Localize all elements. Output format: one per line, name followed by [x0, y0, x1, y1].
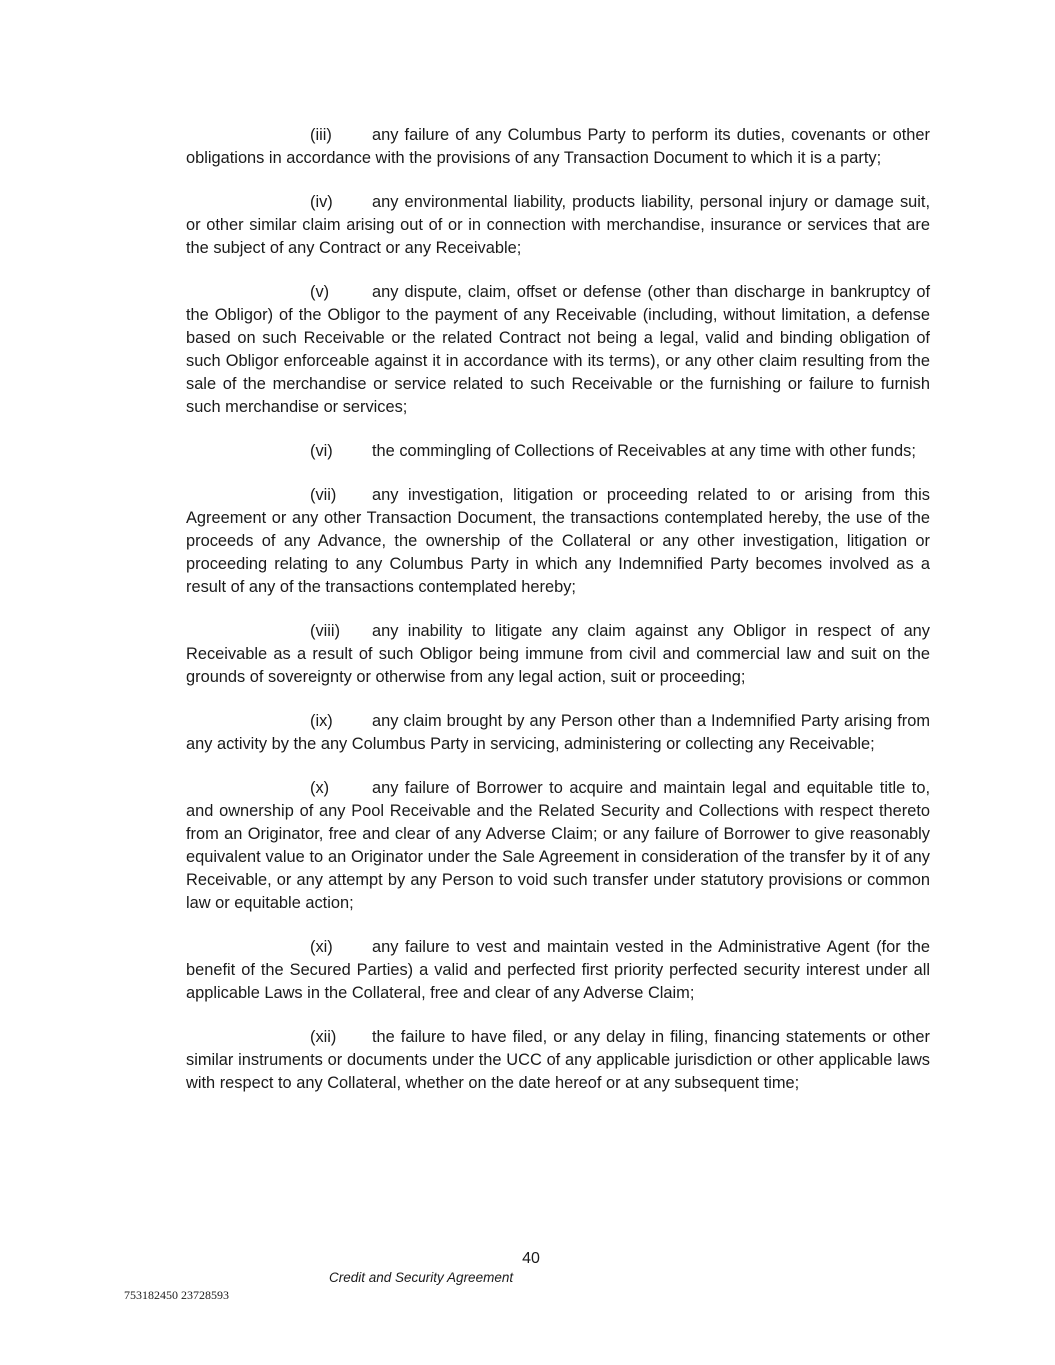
- page-number: 40: [522, 1250, 540, 1267]
- clause-v: [186, 281, 930, 419]
- document-id: 753182450 23728593: [124, 1288, 229, 1302]
- clause-vii: [186, 484, 930, 599]
- clause-text: any failure to vest and maintain vested in the Administrative Agent (for the benefit of the Secured Parties) a valid and perfected first priority perfected security interest under all applicable Laws in the Collateral, free and clear of any Adverse Claim;: [186, 938, 930, 1002]
- clause-viii: [186, 620, 930, 689]
- clause-text: the failure to have filed, or any delay in filing, financing statements or other similar instruments or documents under the UCC of any applicable jurisdiction or other applicable laws with respect to any Collateral, whether on the date hereof or at any subsequent time;: [186, 1028, 930, 1092]
- clause-number: (x): [310, 779, 330, 797]
- clause-number: (iv): [310, 193, 333, 211]
- footer-document-title: Credit and Security Agreement: [329, 1270, 514, 1285]
- clause-text: any investigation, litigation or proceeding related to or arising from this Agreement or any other Transaction Document, the transactions contemplated hereby, the use of the proceeds of any Advance, the ownership of the Collateral or any other investigation, litigation or proceeding relating to any Columbus Party in which any Indemnified Party becomes involved as a result of any of the transactions contemplated hereby;: [186, 486, 930, 596]
- clause-x: [186, 777, 930, 915]
- clause-text: any claim brought by any Person other than a Indemnified Party arising from any activity by the any Columbus Party in servicing, administering or collecting any Receivable;: [186, 712, 930, 753]
- clause-text: any failure of Borrower to acquire and maintain legal and equitable title to, and ownership of any Pool Receivable and the Related Security and Collections with respect thereto from an Originator, free and clear of any Adverse Claim; or any failure of Borrower to give reasonably equivalent value to an Originator under the Sale Agreement in consideration of the transfer by it of any Receivable, or any attempt by any Person to void such transfer under statutory provisions or common law or equitable action;: [186, 779, 930, 912]
- clause-number: (viii): [310, 622, 341, 640]
- clause-vi: [186, 440, 930, 463]
- document-body: [186, 124, 930, 1116]
- clause-number: (ix): [310, 712, 333, 730]
- clause-text: any failure of any Columbus Party to perform its duties, covenants or other obligations in accordance with the provisions of any Transaction Document to which it is a party;: [186, 126, 930, 167]
- clause-xii: [186, 1026, 930, 1095]
- clause-text: the commingling of Collections of Receivables at any time with other funds;: [372, 442, 916, 460]
- clause-iv: [186, 191, 930, 260]
- clause-number: (v): [310, 283, 330, 301]
- clause-xi: [186, 936, 930, 1005]
- clause-text: any environmental liability, products liability, personal injury or damage suit, or other similar claim arising out of or in connection with merchandise, insurance or services that are the subject of any Contract or any Receivable;: [186, 193, 930, 257]
- clause-number: (iii): [310, 126, 332, 144]
- clause-iii: [186, 124, 930, 170]
- clause-text: any dispute, claim, offset or defense (other than discharge in bankruptcy of the Obligor) of the Obligor to the payment of any Receivable (including, without limitation, a defense based on such Receivable or the related Contract not being a legal, valid and binding obligation of such Obligor enforceable against it in accordance with its terms), or any other claim resulting from the sale of the merchandise or service related to such Receivable or the furnishing or failure to furnish such merchandise or services;: [186, 283, 930, 416]
- clause-number: (xi): [310, 938, 333, 956]
- clause-number: (vi): [310, 442, 333, 460]
- clause-text: any inability to litigate any claim against any Obligor in respect of any Receivable as a result of such Obligor being immune from civil and commercial law and suit on the grounds of sovereignty or otherwise from any legal action, suit or proceeding;: [186, 622, 930, 686]
- clause-number: (xii): [310, 1028, 337, 1046]
- clause-number: (vii): [310, 486, 337, 504]
- clause-ix: [186, 710, 930, 756]
